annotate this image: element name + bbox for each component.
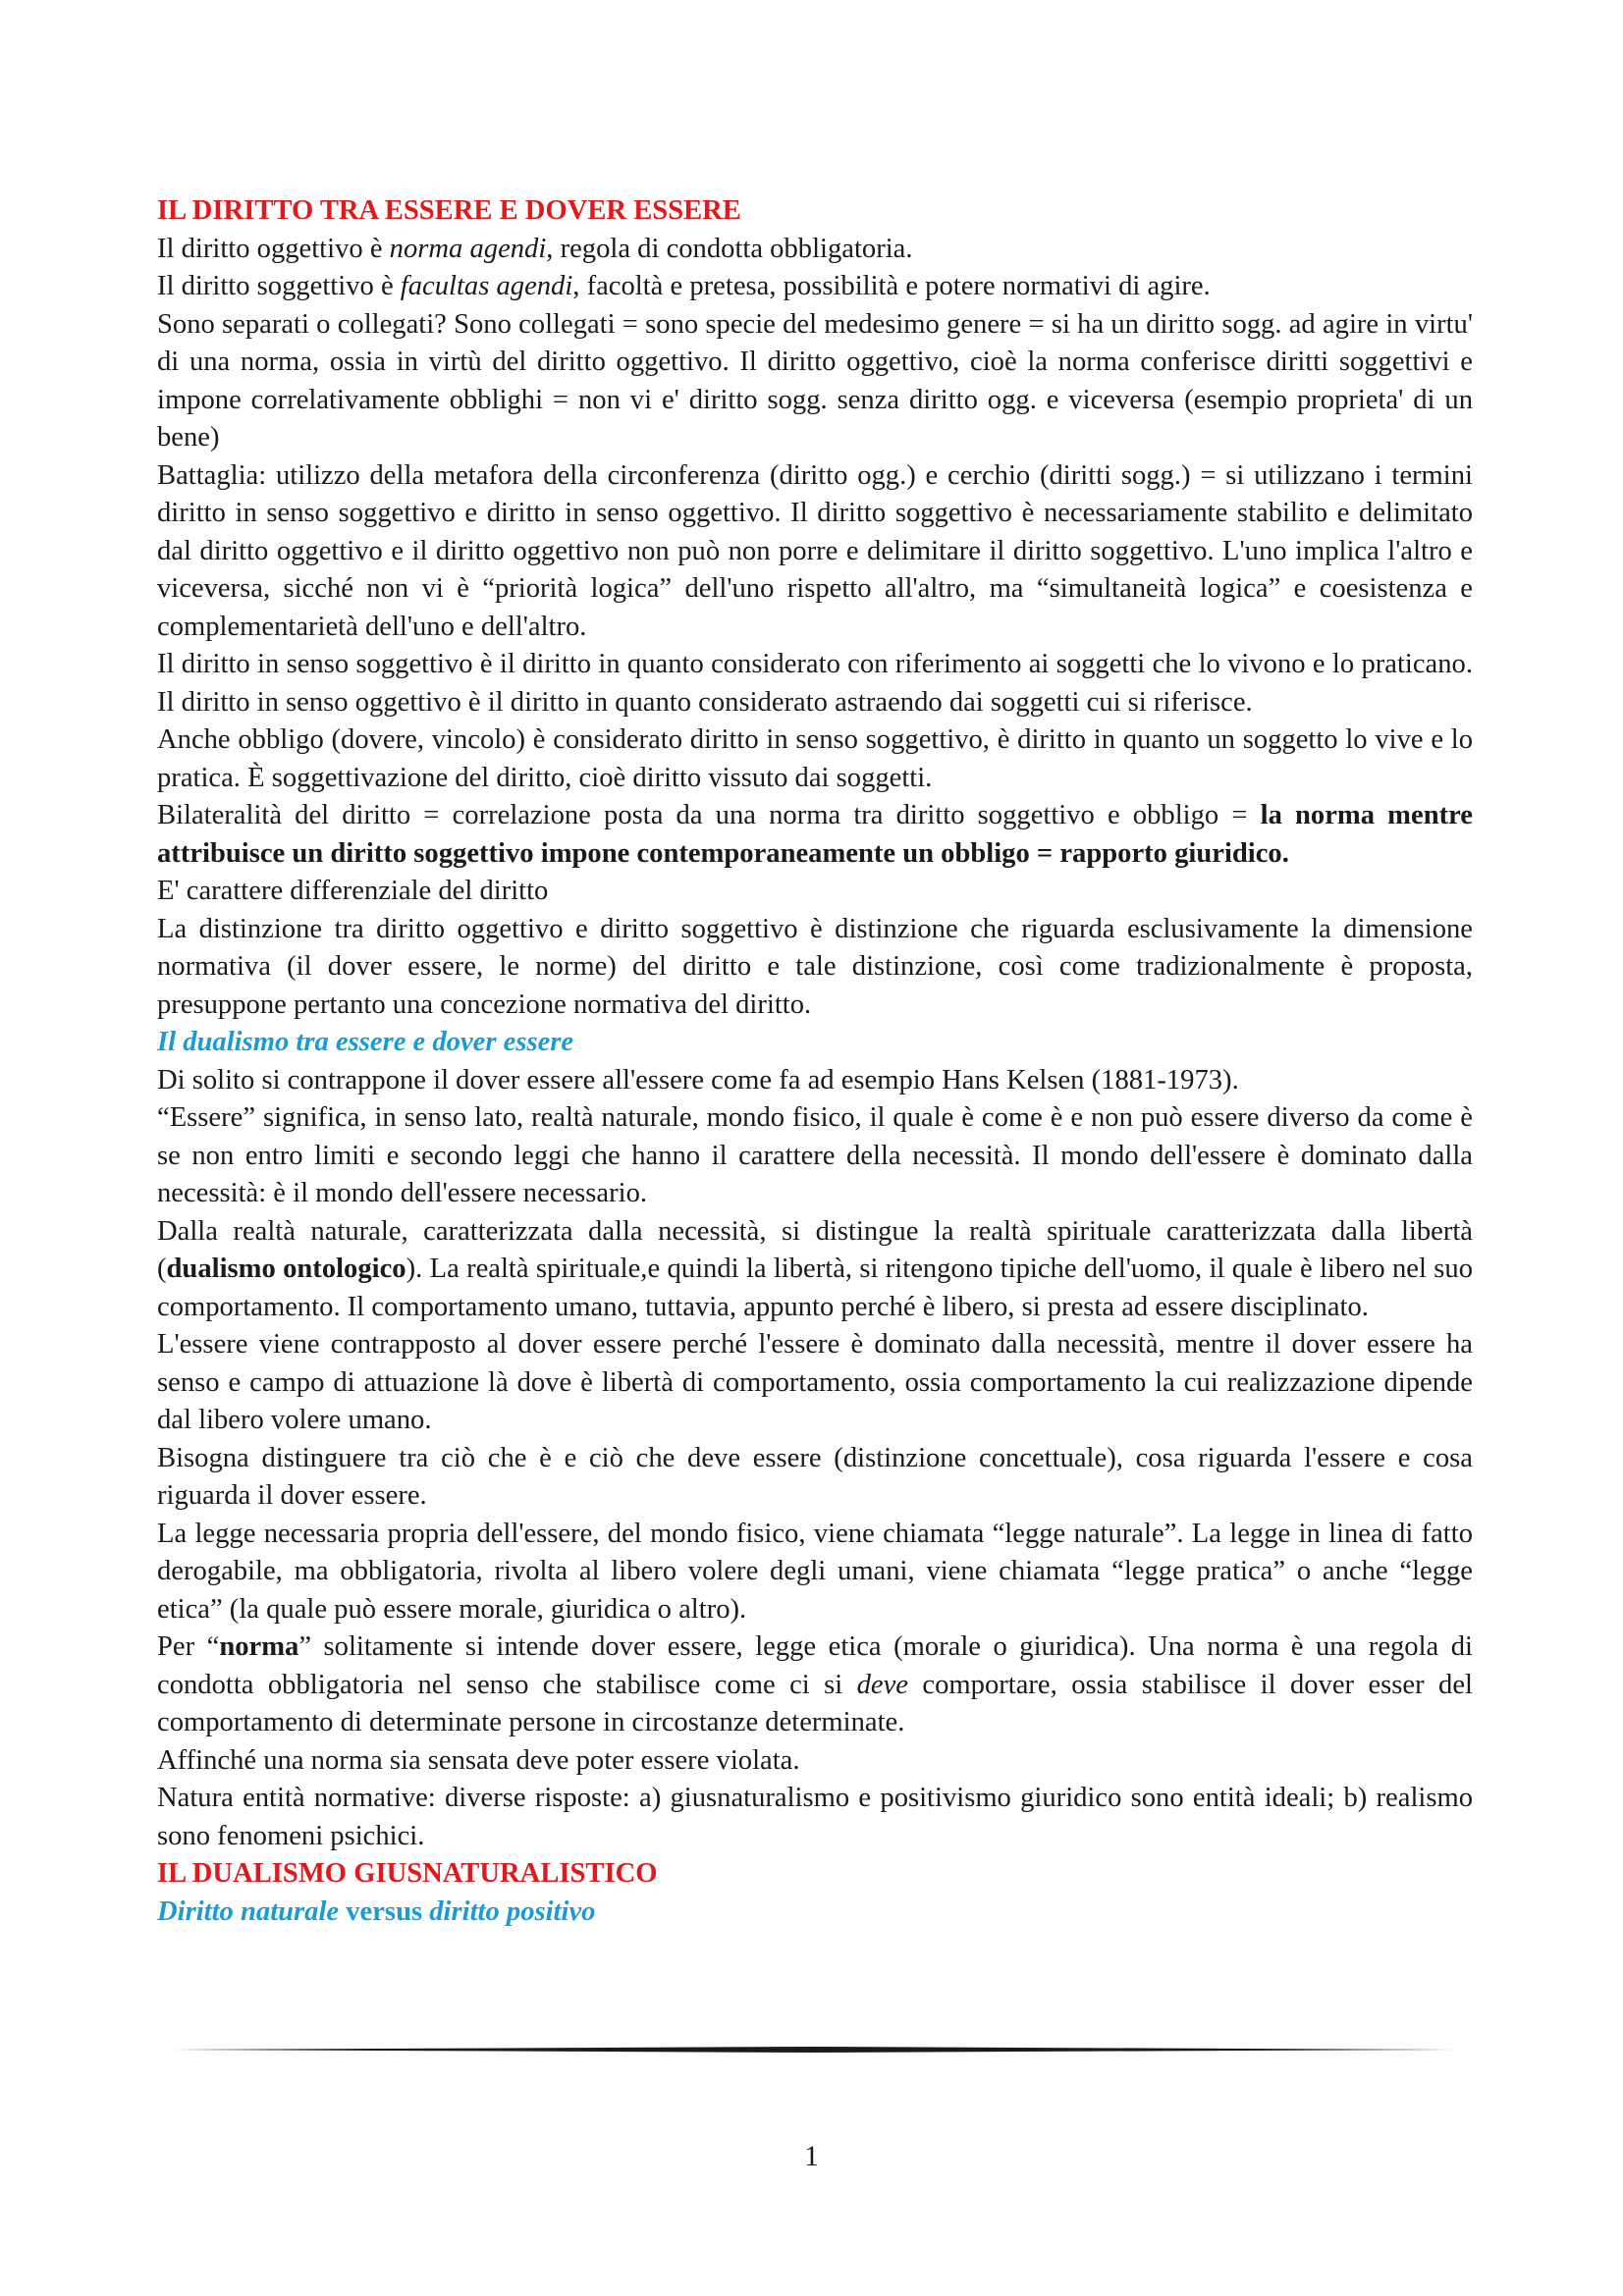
footer-divider-line xyxy=(172,2047,1458,2053)
document-body xyxy=(157,192,1473,1931)
subsection-heading: Il dualismo tra essere e dover essere xyxy=(157,1027,574,1057)
bold-text: dualismo ontologico xyxy=(166,1254,406,1284)
paragraph xyxy=(157,1629,1473,1742)
paragraph xyxy=(157,1213,1473,1327)
paragraph xyxy=(157,268,1473,306)
paragraph: Bisogna distinguere tra ciò che è e ciò che deve essere (distinzione concettuale), cosa riguarda l'essere e cosa riguarda il dover essere. xyxy=(157,1442,1473,1511)
paragraph: E' carattere differenziale del diritto xyxy=(157,876,549,906)
page-number: 1 xyxy=(804,2140,819,2172)
section-heading: IL DIRITTO TRA ESSERE E DOVER ESSERE xyxy=(157,195,741,226)
paragraph: L'essere viene contrapposto al dover essere perché l'essere è dominato dalla necessità, mentre il dover essere ha senso e campo di attuazione là dove è libertà di comportamento, ossia comportamento la cui realizzazione dipende dal libero volere umano. xyxy=(157,1329,1473,1435)
italic-term: facultas agendi xyxy=(400,271,573,301)
italic-term: deve xyxy=(856,1669,908,1700)
paragraph: “Essere” significa, in senso lato, realtà naturale, mondo fisico, il quale è come è e non può essere diverso da come è se non entro limiti e secondo leggi che hanno il carattere della necessità. Il mondo dell'essere è dominato dalla necessità: è il mondo dell'essere necessario. xyxy=(157,1102,1473,1208)
paragraph: La legge necessaria propria dell'essere, del mondo fisico, viene chiamata “legge naturale”. La legge in linea di fatto derogabile, ma obbligatoria, rivolta al libero volere degli umani, viene chiamata “legge pratica” o anche “legge etica” (la quale può essere morale, giuridica o altro). xyxy=(157,1518,1473,1625)
text-run: , facoltà e pretesa, possibilità e potere normativi di agire. xyxy=(572,271,1211,301)
text-run: Il diritto soggettivo è xyxy=(157,271,401,301)
paragraph: Battaglia: utilizzo della metafora della circonferenza (diritto ogg.) e cerchio (diritti sogg.) = si utilizzano i termini diritto in senso soggettivo e diritto in senso oggettivo. Il diritto soggettivo è necessariamente stabilito e delimitato dal diritto oggettivo e il diritto oggettivo non può non porre e delimitare il diritto soggettivo. L'uno implica l'altro e viceversa, sicché non vi è “priorità logica” dell'uno rispetto all'altro, ma “simultaneità logica” e coesistenza e complementarietà dell'uno e dell'altro. xyxy=(157,459,1473,642)
text-run: Bilateralità del diritto = correlazione posta da una norma tra diritto soggettivo e obbligo = xyxy=(157,800,1261,830)
paragraph xyxy=(157,231,1473,269)
paragraph: Sono separati o collegati? Sono collegati = sono specie del medesimo genere = si ha un diritto sogg. ad agire in virtu' di una norma, ossia in virtù del diritto oggettivo. Il diritto oggettivo, cioè la norma conferisce diritti soggettivi e impone correlativamente obblighi = non vi e' diritto sogg. senza diritto ogg. e viceversa (esempio proprieta' di un bene) xyxy=(157,308,1473,453)
text-run: ” solitamente si intende dover essere, legge etica (morale o giuridica). Una norma è una regola di condotta obbligatoria nel senso che stabilisce come ci si xyxy=(157,1631,1473,1700)
text-run: comportare, ossia stabilisce il dover esser del comportamento di determinate persone in circostanze determinate. xyxy=(157,1669,1473,1737)
bold-text: norma xyxy=(219,1631,299,1662)
paragraph: Il diritto in senso soggettivo è il diritto in quanto considerato con riferimento ai soggetti che lo vivono e lo praticano. Il diritto in senso oggettivo è il diritto in quanto considerato astraendo dai soggetti cui si riferisce. xyxy=(157,649,1473,718)
text-run: versus xyxy=(339,1896,430,1927)
text-run: ). La realtà spirituale,e quindi la libertà, si ritengono tipiche dell'uomo, il quale è libero nel suo comportamento. Il comportamento umano, tuttavia, appunto perché è libero, si presta ad essere disciplinato. xyxy=(157,1254,1473,1322)
paragraph: Anche obbligo (dovere, vincolo) è considerato diritto in senso soggettivo, è diritto in quanto un soggetto lo vive e lo pratica. È soggettivazione del diritto, cioè diritto vissuto dai soggetti. xyxy=(157,724,1473,793)
text-run: diritto positivo xyxy=(429,1896,596,1927)
subsection-title xyxy=(157,1894,1473,1932)
text-run: Diritto naturale xyxy=(157,1896,340,1927)
text-run: Il diritto oggettivo è xyxy=(157,233,390,264)
text-run: Per “ xyxy=(157,1631,220,1662)
text-run: Dalla realtà naturale, caratterizzata dalla necessità, si distingue la realtà spirituale caratterizzata dalla libertà ( xyxy=(157,1215,1473,1284)
paragraph xyxy=(157,797,1473,873)
paragraph: Natura entità normative: diverse risposte: a) giusnaturalismo e positivismo giuridico sono entità ideali; b) realismo sono fenomeni psichici. xyxy=(157,1783,1473,1851)
bold-text: la norma mentre attribuisce un diritto soggettivo impone contemporaneamente un obbligo = rapporto giuridico. xyxy=(157,800,1473,869)
paragraph: Di solito si contrappone il dover essere all'essere come fa ad esempio Hans Kelsen (1881-1973). xyxy=(157,1064,1239,1095)
paragraph: Affinché una norma sia sensata deve poter essere violata. xyxy=(157,1744,800,1776)
footer-divider xyxy=(172,2047,1458,2052)
text-run: , regola di condotta obbligatoria. xyxy=(546,233,913,264)
paragraph: La distinzione tra diritto oggettivo e diritto soggettivo è distinzione che riguarda esclusivamente la dimensione normativa (il dover essere, le norme) del diritto e tale distinzione, così come tradizionalmente è proposta, presuppone pertanto una concezione normativa del diritto. xyxy=(157,913,1473,1020)
section-heading: IL DUALISMO GIUSNATURALISTICO xyxy=(157,1858,658,1889)
italic-term: norma agendi xyxy=(389,233,547,264)
